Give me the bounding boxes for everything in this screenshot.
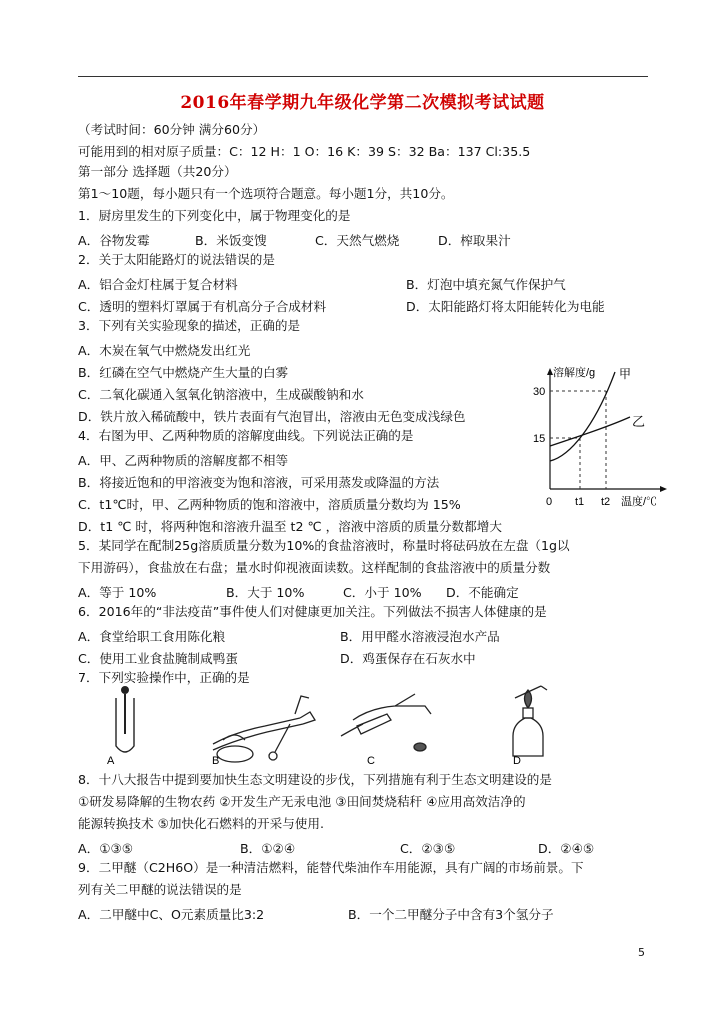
q6-stem: 6．2016年的“非法疫苗”事件使人们对健康更加关注。下列做法不损害人体健康的是 xyxy=(78,604,547,619)
q1-option-b: B．米饭变馊 xyxy=(195,233,267,248)
q4-option-c: C．t1℃时，甲、乙两种物质的饱和溶液中，溶质质量分数均为 15% xyxy=(78,497,461,512)
q5-option-b: B．大于 10% xyxy=(226,585,305,600)
q5-stem-line1: 5．某同学在配制25g溶质质量分数为10%的食盐溶液时，称量时将砝码放在左盘（1g以 xyxy=(78,538,570,553)
x-axis-label: 温度/℃ xyxy=(621,496,658,508)
page-title: 2016年春学期九年级化学第二次模拟考试试题 xyxy=(180,93,545,113)
exam-info: （考试时间：60分钟 满分60分） xyxy=(78,122,266,137)
q8-option-d: D．②④⑤ xyxy=(538,841,595,856)
x-axis-arrow xyxy=(660,486,667,492)
figure-label-c: C xyxy=(367,755,375,766)
q9-stem-line2: 列有关二甲醚的说法错误的是 xyxy=(78,882,242,897)
q3-stem: 3．下列有关实验现象的描述，正确的是 xyxy=(78,318,301,333)
part-heading: 第一部分 选择题（共20分） xyxy=(78,164,237,179)
q4-option-d: D．t1 ℃ 时，将两种饱和溶液升温至 t2 ℃ ，溶液中溶质的质量分数都增大 xyxy=(78,519,502,534)
y-tick-30: 30 xyxy=(533,386,546,398)
x-tick-t1: t1 xyxy=(575,496,585,508)
series-label-yi: 乙 xyxy=(632,414,646,429)
q3-option-b: B．红磷在空气中燃烧产生大量的白雾 xyxy=(78,365,289,380)
q5-option-c: C．小于 10% xyxy=(343,585,422,600)
q6-option-b: B．用甲醛水溶液浸泡水产品 xyxy=(340,629,500,644)
q1-option-d: D．榨取果汁 xyxy=(438,233,511,248)
curve-yi xyxy=(550,417,630,446)
q7-stem: 7．下列实验操作中，正确的是 xyxy=(78,670,250,685)
q8-option-a: A．①③⑤ xyxy=(78,841,134,856)
atomic-mass: 可能用到的相对原子质量：C：12 H：1 O：16 K：39 S：32 Ba：137 Cl:35.5 xyxy=(78,144,531,159)
q5-stem-line2: 下用游码），食盐放在右盘；量水时仰视液面读数。这样配制的食盐溶液中的质量分数 xyxy=(78,560,551,575)
q3-option-a: A．木炭在氧气中燃烧发出红光 xyxy=(78,343,251,358)
q4-option-b: B．将接近饱和的甲溶液变为饱和溶液，可采用蒸发或降温的方法 xyxy=(78,475,440,490)
q2-option-a: A．铝合金灯柱属于复合材料 xyxy=(78,277,238,292)
figure-b-heating-setup xyxy=(213,696,315,762)
q1-option-a: A．谷物发霉 xyxy=(78,233,150,248)
q5-option-d: D．不能确定 xyxy=(446,585,519,600)
q8-option-b: B．①②④ xyxy=(240,841,296,856)
q8-statements-line2: 能源转换技术 ⑤加快化石燃料的开采与使用. xyxy=(78,816,324,831)
y-tick-15: 15 xyxy=(533,433,546,445)
q8-stem: 8．十八大报告中提到要加快生态文明建设的步伐，下列措施有利于生态文明建设的是 xyxy=(78,772,552,787)
q4-stem: 4．右图为甲、乙两种物质的溶解度曲线。下列说法正确的是 xyxy=(78,428,414,443)
q7-lab-figures xyxy=(95,684,565,766)
q3-option-c: C．二氧化碳通入氢氧化钠溶液中，生成碳酸钠和水 xyxy=(78,387,364,402)
figure-label-a: A xyxy=(107,755,115,766)
figure-label-b: B xyxy=(212,755,220,766)
q5-option-a: A．等于 10% xyxy=(78,585,157,600)
q8-option-c: C．②③⑤ xyxy=(400,841,456,856)
q9-option-b: B．一个二甲醚分子中含有3个氢分子 xyxy=(348,907,554,922)
x-tick-t2: t2 xyxy=(601,496,611,508)
q6-option-d: D．鸡蛋保存在石灰水中 xyxy=(340,651,476,666)
q6-option-a: A．食堂给职工食用陈化粮 xyxy=(78,629,226,644)
q3-option-d: D．铁片放入稀硫酸中，铁片表面有气泡冒出，溶液由无色变成浅绿色 xyxy=(78,409,466,424)
q6-option-c: C．使用工业食盐腌制咸鸭蛋 xyxy=(78,651,238,666)
q1-stem: 1．厨房里发生的下列变化中，属于物理变化的是 xyxy=(78,208,351,223)
y-axis-label: 溶解度/g xyxy=(553,367,596,379)
series-label-jia: 甲 xyxy=(619,367,632,381)
x-tick-0: 0 xyxy=(546,496,553,508)
q2-option-c: C．透明的塑料灯罩属于有机高分子合成材料 xyxy=(78,299,327,314)
figure-label-d: D xyxy=(513,755,521,766)
q8-statements-line1: ①研发易降解的生物农药 ②开发生产无汞电池 ③田间焚烧秸秆 ④应用高效洁净的 xyxy=(78,794,526,809)
figure-d-bottle-flame xyxy=(513,686,547,756)
q2-option-d: D．太阳能路灯将太阳能转化为电能 xyxy=(406,299,605,314)
q9-stem-line1: 9．二甲醚（C2H6O）是一种清洁燃料，能替代柴油作车用能源，具有广阔的市场前景。下 xyxy=(78,860,584,875)
solubility-chart xyxy=(525,364,675,512)
top-rule xyxy=(78,76,648,77)
page-number: 5 xyxy=(638,946,645,959)
curve-jia xyxy=(550,372,615,461)
figure-a-dropper-test-tube xyxy=(116,686,134,752)
figure-c-adding-solid xyxy=(341,694,431,751)
q9-option-a: A．二甲醚中C、O元素质量比3:2 xyxy=(78,907,265,922)
instructions: 第1～10题，每小题只有一个选项符合题意。每小题1分，共10分。 xyxy=(78,186,454,201)
q2-stem: 2．关于太阳能路灯的说法错误的是 xyxy=(78,252,275,267)
q2-option-b: B．灯泡中填充氮气作保护气 xyxy=(406,277,566,292)
q1-option-c: C．天然气燃烧 xyxy=(315,233,400,248)
q4-option-a: A．甲、乙两种物质的溶解度都不相等 xyxy=(78,453,289,468)
